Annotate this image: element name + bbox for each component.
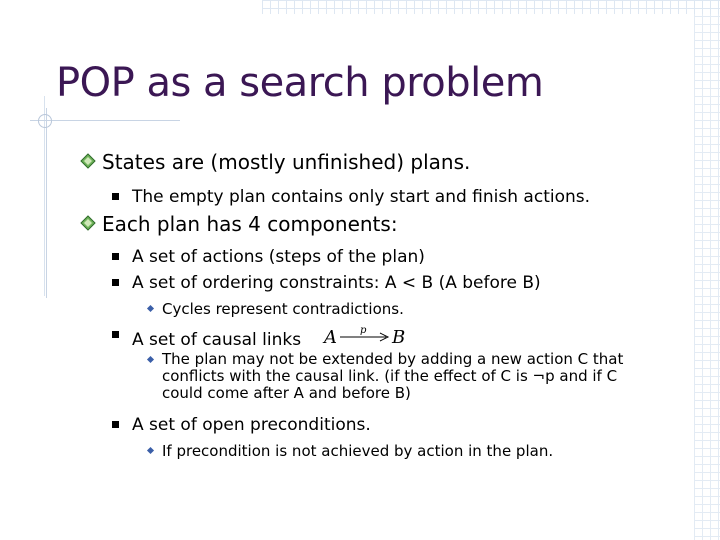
sub-bullet-actions bbox=[112, 247, 425, 267]
square-bullet-icon bbox=[112, 279, 119, 286]
bullet-text: A set of actions (steps of the plan) bbox=[132, 247, 425, 267]
small-diamond-bullet-icon bbox=[147, 356, 154, 363]
decorative-vertical-line bbox=[46, 108, 47, 298]
bullet-item-components bbox=[80, 212, 398, 236]
sub-bullet-empty-plan bbox=[112, 187, 590, 207]
decorative-grid-top bbox=[262, 0, 720, 14]
sub-bullet-ordering bbox=[112, 273, 541, 293]
bullet-text: A set of ordering constraints: A < B (A before B) bbox=[132, 273, 541, 293]
square-bullet-icon bbox=[112, 331, 119, 338]
small-diamond-bullet-icon bbox=[147, 305, 154, 312]
sub-bullet-causal-links bbox=[112, 325, 412, 350]
bullet-text: Cycles represent contradictions. bbox=[162, 300, 404, 318]
bullet-item-states bbox=[80, 150, 470, 174]
bullet-text: A set of open preconditions. bbox=[132, 415, 371, 435]
diamond-bullet-icon bbox=[80, 153, 96, 169]
square-bullet-icon bbox=[112, 421, 119, 428]
sub-sub-bullet-cycles bbox=[148, 300, 404, 318]
bullet-text: If precondition is not achieved by action in the plan. bbox=[162, 442, 554, 460]
square-bullet-icon bbox=[112, 193, 119, 200]
small-diamond-bullet-icon bbox=[147, 447, 154, 454]
causal-link-from: A bbox=[324, 327, 338, 347]
bullet-text: Each plan has 4 components: bbox=[102, 212, 398, 236]
bullet-text: A set of causal links bbox=[132, 330, 302, 350]
sub-sub-bullet-precondition bbox=[148, 442, 553, 460]
decorative-grid-right bbox=[694, 0, 720, 540]
sub-sub-bullet-extension bbox=[148, 351, 658, 402]
square-bullet-icon bbox=[112, 253, 119, 260]
causal-link-label: p bbox=[360, 325, 367, 336]
sub-bullet-open-preconditions bbox=[112, 415, 371, 435]
bullet-text: The plan may not be extended by adding a new action C that conflicts with the causal link. (if the effect of C is ¬p and if C could come after A and before B) bbox=[162, 350, 624, 402]
causal-link-to: B bbox=[392, 327, 406, 347]
slide-title: POP as a search problem bbox=[56, 60, 544, 106]
causal-link-diagram bbox=[320, 325, 412, 347]
decorative-horizontal-line bbox=[30, 120, 180, 121]
diamond-bullet-icon bbox=[80, 215, 96, 231]
bullet-text: The empty plan contains only start and finish actions. bbox=[132, 187, 591, 207]
bullet-text: States are (mostly unfinished) plans. bbox=[102, 150, 471, 174]
decorative-circle bbox=[38, 114, 52, 128]
